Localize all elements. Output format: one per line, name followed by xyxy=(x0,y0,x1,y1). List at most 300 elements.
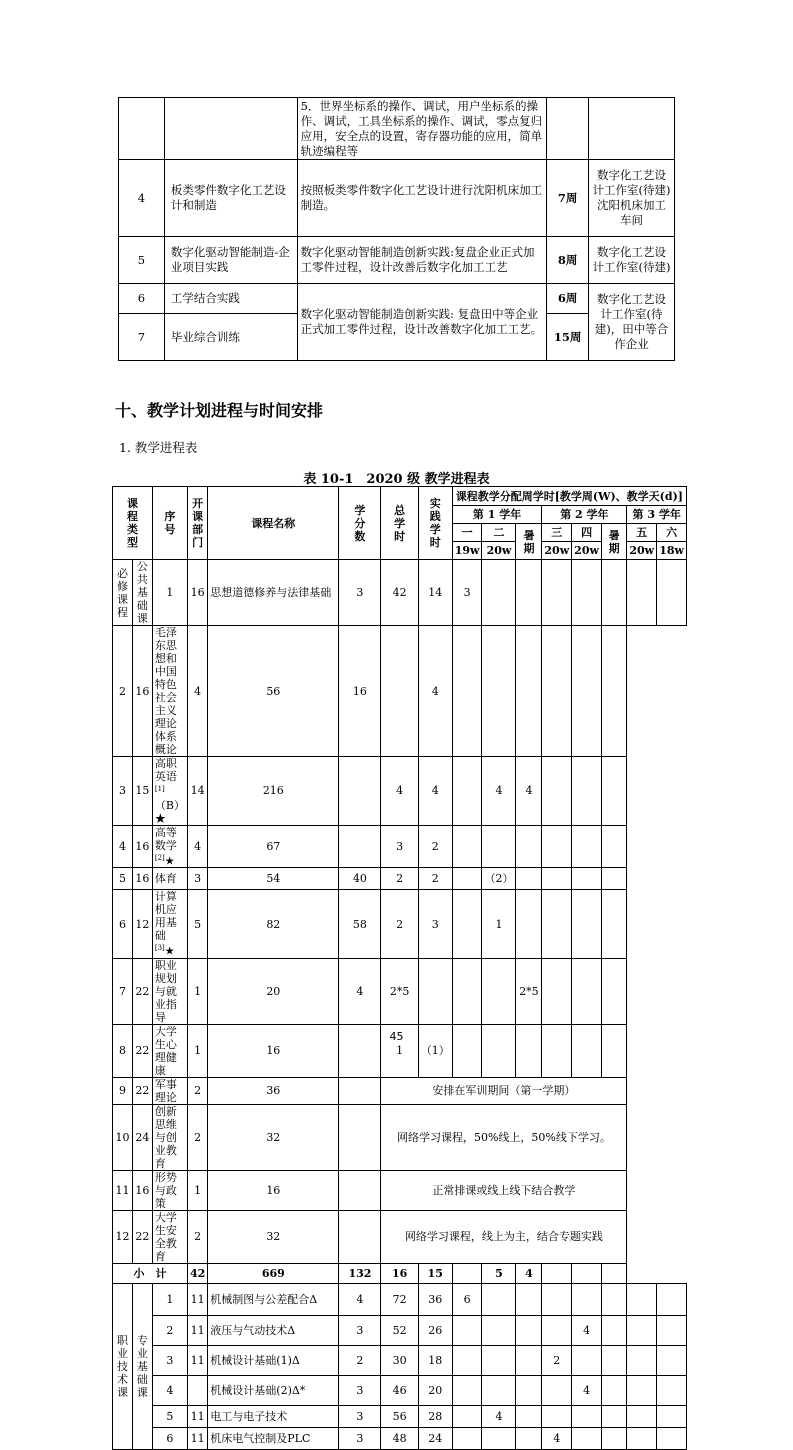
course-name: 液压与气动技术Δ xyxy=(208,1315,339,1345)
course-name: 电工与电子技术 xyxy=(208,1405,339,1427)
sem-3 xyxy=(542,560,572,626)
table-row xyxy=(113,1375,687,1405)
course-name: 机床电气控制及PLC xyxy=(208,1427,339,1449)
summer-2 xyxy=(601,1283,626,1315)
project-place: 数字化工艺设计工作室(待建)沈阳机床加工车间 xyxy=(589,160,675,237)
project-name: 毕业综合训练 xyxy=(164,314,297,361)
practice-hours: 14 xyxy=(418,560,452,626)
sem-3: 1 xyxy=(482,890,516,959)
credits: 4 xyxy=(187,626,207,757)
table-row xyxy=(119,284,675,314)
dept: 16 xyxy=(132,825,152,868)
sem-1: 2 xyxy=(381,890,418,959)
table-row xyxy=(113,1210,687,1263)
sem-2 xyxy=(482,1315,516,1345)
summer-2 xyxy=(542,868,572,890)
seq: 3 xyxy=(113,757,133,826)
summer-2 xyxy=(601,1375,626,1405)
seq: 12 xyxy=(113,1210,133,1263)
seq: 11 xyxy=(113,1170,133,1210)
summer-1 xyxy=(516,1427,542,1449)
footnote-ref: [3] xyxy=(154,944,165,953)
sem-6 xyxy=(601,825,626,868)
seq: 5 xyxy=(152,1405,187,1427)
table-row xyxy=(113,825,687,868)
summer-1 xyxy=(452,757,482,826)
sem-4 xyxy=(516,626,542,757)
header-seq xyxy=(152,487,187,560)
seq: 2 xyxy=(113,626,133,757)
sem-5 xyxy=(572,868,602,890)
subtotal-sem-6 xyxy=(601,1263,626,1283)
practice-hours xyxy=(339,1210,381,1263)
sem-3: 4 xyxy=(542,1427,572,1449)
group-professional-label: 专业基础课 xyxy=(136,1333,148,1399)
group-required xyxy=(113,560,133,626)
credits: 2 xyxy=(187,1104,207,1170)
header-dept xyxy=(187,487,207,560)
table-row xyxy=(119,160,675,237)
total-hours: 16 xyxy=(208,1170,339,1210)
table-row xyxy=(113,560,687,626)
header-seq-label: 序号 xyxy=(164,510,176,536)
table-row xyxy=(113,1077,687,1104)
seq: 6 xyxy=(152,1427,187,1449)
sem-6 xyxy=(657,1405,687,1427)
course-name-text: 高等数学 xyxy=(154,825,177,852)
practice-hours xyxy=(339,825,381,868)
credits: 3 xyxy=(187,868,207,890)
course-name-text: 高职英语 xyxy=(154,757,177,783)
credits: 3 xyxy=(339,1375,381,1405)
sem-2 xyxy=(482,1283,516,1315)
sem-2 xyxy=(482,1375,516,1405)
seq: 3 xyxy=(152,1345,187,1375)
summer-1 xyxy=(516,1315,542,1345)
practice-hours: 28 xyxy=(418,1405,452,1427)
sem-6 xyxy=(601,757,626,826)
row-number: 4 xyxy=(119,160,165,237)
dept: 22 xyxy=(132,958,152,1024)
row-number: 7 xyxy=(119,314,165,361)
sem-1 xyxy=(452,1427,482,1449)
sem-5 xyxy=(627,1315,657,1345)
table-row xyxy=(119,237,675,284)
total-hours: 32 xyxy=(208,1104,339,1170)
course-name: 大学生安全教育 xyxy=(152,1210,187,1263)
sem-2 xyxy=(482,1345,516,1375)
sem-4 xyxy=(516,868,542,890)
total-hours: 48 xyxy=(381,1427,418,1449)
credits: 2 xyxy=(187,1210,207,1263)
practice-hours: 58 xyxy=(339,890,381,959)
credits: 3 xyxy=(339,560,381,626)
subtotal-sem-5 xyxy=(572,1263,602,1283)
sem-2 xyxy=(482,1427,516,1449)
total-hours: 56 xyxy=(381,1405,418,1427)
sem-5 xyxy=(627,1283,657,1315)
header-weeks-2: 20w xyxy=(482,542,516,560)
header-total-hours xyxy=(381,487,418,560)
section-title: 十、教学计划进程与时间安排 xyxy=(115,401,324,420)
row-number xyxy=(119,98,165,160)
header-distribution: 课程教学分配周学时[教学周(W)、教学天(d)] xyxy=(452,487,686,506)
table-row xyxy=(113,1315,687,1345)
credits: 2 xyxy=(339,1345,381,1375)
sem-4 xyxy=(572,560,602,626)
practice-hours: 36 xyxy=(418,1283,452,1315)
header-sem-4: 四 xyxy=(572,524,602,542)
course-name: 毛泽东思想和中国特色社会主义理论体系概论 xyxy=(152,626,187,757)
header-total-hours-label: 总学时 xyxy=(394,503,406,543)
sem-4: 4 xyxy=(572,1375,602,1405)
dept: 11 xyxy=(187,1315,207,1345)
course-name-suffix: ★ xyxy=(164,944,175,958)
summer-1 xyxy=(452,890,482,959)
sem-4: 2*5 xyxy=(516,958,542,1024)
sem-4 xyxy=(572,1405,602,1427)
summer-1 xyxy=(452,868,482,890)
sem-5 xyxy=(572,757,602,826)
sem-6 xyxy=(601,626,626,757)
sem-1 xyxy=(452,1375,482,1405)
sem-3 xyxy=(542,1405,572,1427)
total-hours: 46 xyxy=(381,1375,418,1405)
schedule-note: 网络学习课程，线上为主，结合专题实践 xyxy=(381,1210,627,1263)
practice-hours: 26 xyxy=(418,1315,452,1345)
seq: 10 xyxy=(113,1104,133,1170)
table-row xyxy=(113,626,687,757)
sem-2: 2 xyxy=(418,868,452,890)
header-sem-6: 六 xyxy=(657,524,687,542)
sem-3 xyxy=(542,1315,572,1345)
subtotal-row xyxy=(113,1263,687,1283)
subtotal-s4: 4 xyxy=(516,1263,542,1283)
training-projects-table xyxy=(118,97,675,361)
summer-1 xyxy=(516,1405,542,1427)
table-caption: 表 10-1 2020 级 教学进程表 xyxy=(303,472,490,487)
sem-6 xyxy=(657,560,687,626)
project-name: 板类零件数字化工艺设计和制造 xyxy=(164,160,297,237)
sem-6 xyxy=(601,958,626,1024)
subtotal-s2: 15 xyxy=(418,1263,452,1283)
subtotal-summer-1 xyxy=(452,1263,482,1283)
sem-3 xyxy=(542,1375,572,1405)
table-row xyxy=(113,1283,687,1315)
sem-1: 6 xyxy=(452,1283,482,1315)
subtotal-total: 669 xyxy=(208,1263,339,1283)
course-name-suffix: （B）★ xyxy=(154,798,185,825)
dept: 24 xyxy=(132,1104,152,1170)
table-row xyxy=(119,98,675,160)
sem-6 xyxy=(657,1345,687,1375)
subtotal-summer-2 xyxy=(542,1263,572,1283)
header-sem-3: 三 xyxy=(542,524,572,542)
header-weeks-4: 20w xyxy=(572,542,602,560)
subtotal-label: 小 计 xyxy=(113,1263,188,1283)
sem-4 xyxy=(572,1427,602,1449)
header-year-1: 第 1 学年 xyxy=(452,506,542,524)
group-vocational-label: 职业技术课 xyxy=(116,1333,128,1399)
sem-1: 3 xyxy=(452,560,482,626)
total-hours: 67 xyxy=(208,825,339,868)
table-row xyxy=(113,1405,687,1427)
summer-1 xyxy=(452,958,482,1024)
total-hours: 216 xyxy=(208,757,339,826)
table-row xyxy=(113,1170,687,1210)
sem-5 xyxy=(572,626,602,757)
sem-2: 4 xyxy=(418,626,452,757)
project-name: 数字化驱动智能制造-企业项目实践 xyxy=(164,237,297,284)
subtotal-credits: 42 xyxy=(187,1263,207,1283)
sem-5 xyxy=(572,825,602,868)
credits: 4 xyxy=(187,825,207,868)
sem-3 xyxy=(482,958,516,1024)
credits: 2 xyxy=(187,1077,207,1104)
summer-1 xyxy=(452,825,482,868)
sem-2: 3 xyxy=(418,890,452,959)
group-vocational xyxy=(113,1283,133,1449)
header-sem-5: 五 xyxy=(627,524,657,542)
schedule-note: 正常排课或线上线下结合教学 xyxy=(381,1170,627,1210)
course-name: 创新思维与创业教育 xyxy=(152,1104,187,1170)
sem-5 xyxy=(572,958,602,1024)
total-hours: 82 xyxy=(208,890,339,959)
practice-hours: 40 xyxy=(339,868,381,890)
credits: 3 xyxy=(339,1427,381,1449)
header-year-3: 第 3 学年 xyxy=(627,506,687,524)
sem-6 xyxy=(657,1315,687,1345)
sem-3 xyxy=(542,1283,572,1315)
practice-hours xyxy=(339,757,381,826)
practice-hours xyxy=(339,1170,381,1210)
course-name: 军事理论 xyxy=(152,1077,187,1104)
summer-2 xyxy=(542,757,572,826)
course-name: 体育 xyxy=(152,868,187,890)
schedule-note: 网络学习课程，50%线上，50%线下学习。 xyxy=(381,1104,627,1170)
table-row xyxy=(113,868,687,890)
credits: 1 xyxy=(187,1024,207,1077)
credits: 1 xyxy=(187,1170,207,1210)
credits: 5 xyxy=(187,890,207,959)
project-weeks: 8周 xyxy=(547,237,589,284)
total-hours: 32 xyxy=(208,1210,339,1263)
course-name: 机械设计基础(2)Δ* xyxy=(208,1375,339,1405)
total-hours: 52 xyxy=(381,1315,418,1345)
sem-1 xyxy=(452,1315,482,1345)
dept: 15 xyxy=(132,757,152,826)
sem-1: 2*5 xyxy=(381,958,418,1024)
project-weeks: 15周 xyxy=(547,314,589,361)
subtotal-practice: 132 xyxy=(339,1263,381,1283)
header-practice-hours-label: 实践学时 xyxy=(429,497,441,549)
sem-1 xyxy=(452,1405,482,1427)
header-weeks-1: 19w xyxy=(452,542,482,560)
practice-hours: 20 xyxy=(418,1375,452,1405)
table-row xyxy=(113,757,687,826)
seq: 2 xyxy=(152,1315,187,1345)
footnote-ref: [1] xyxy=(154,785,165,793)
sem-4 xyxy=(572,1283,602,1315)
header-category-label: 课程类型 xyxy=(126,497,138,549)
summer-1 xyxy=(516,1375,542,1405)
practice-hours xyxy=(339,1077,381,1104)
sem-4 xyxy=(516,890,542,959)
project-weeks xyxy=(547,98,589,160)
header-row xyxy=(113,487,687,506)
dept: 22 xyxy=(132,1024,152,1077)
sem-4 xyxy=(572,1345,602,1375)
course-name: 形势与政策 xyxy=(152,1170,187,1210)
sem-2: 4 xyxy=(418,757,452,826)
credits: 14 xyxy=(187,757,207,826)
sem-6 xyxy=(601,890,626,959)
dept: 16 xyxy=(132,1170,152,1210)
credits: 3 xyxy=(339,1315,381,1345)
teaching-schedule-table xyxy=(112,486,687,1450)
group-required-label: 必修课程 xyxy=(116,566,128,619)
sem-5 xyxy=(627,1427,657,1449)
practice-hours: 24 xyxy=(418,1427,452,1449)
subtotal-s3: 5 xyxy=(482,1263,516,1283)
subsection-title: 1. 教学进程表 xyxy=(119,440,198,455)
sem-6 xyxy=(657,1427,687,1449)
table-row xyxy=(113,1427,687,1449)
sem-4: 4 xyxy=(572,1315,602,1345)
dept: 11 xyxy=(187,1345,207,1375)
header-category xyxy=(113,487,153,560)
seq: 1 xyxy=(152,1283,187,1315)
header-summer-1: 暑期 xyxy=(516,524,542,560)
dept: 22 xyxy=(132,1210,152,1263)
sem-3 xyxy=(482,825,516,868)
header-course-name: 课程名称 xyxy=(208,487,339,560)
sem-1: 1 xyxy=(381,1024,418,1077)
practice-hours xyxy=(339,1104,381,1170)
sem-3 xyxy=(482,626,516,757)
summer-2 xyxy=(542,958,572,1024)
summer-1 xyxy=(516,1345,542,1375)
sem-3: 2 xyxy=(542,1345,572,1375)
dept xyxy=(187,1375,207,1405)
sem-2: 2 xyxy=(418,825,452,868)
course-name: 思想道德修养与法律基础 xyxy=(208,560,339,626)
total-hours: 56 xyxy=(208,626,339,757)
sem-4: 4 xyxy=(516,757,542,826)
course-name: 机械设计基础(1)Δ xyxy=(208,1345,339,1375)
course-name: 机械制图与公差配合Δ xyxy=(208,1283,339,1315)
header-sem-2: 二 xyxy=(482,524,516,542)
dept: 22 xyxy=(132,1077,152,1104)
seq: 1 xyxy=(152,560,187,626)
sem-1: 2 xyxy=(381,868,418,890)
group-public xyxy=(132,560,152,626)
header-summer-2: 暑期 xyxy=(601,524,626,560)
sem-4 xyxy=(516,825,542,868)
project-name: 工学结合实践 xyxy=(164,284,297,314)
total-hours: 54 xyxy=(208,868,339,890)
seq: 8 xyxy=(113,1024,133,1077)
table-row xyxy=(113,958,687,1024)
course-name xyxy=(152,890,187,959)
seq: 9 xyxy=(113,1077,133,1104)
row-number: 6 xyxy=(119,284,165,314)
total-hours: 36 xyxy=(208,1077,339,1104)
project-content: 5．世界坐标系的操作、调试，用户坐标系的操作、调试，工具坐标系的操作、调试，零点复归应用，安全点的设置，寄存器功能的应用，简单轨迹编程等 xyxy=(297,98,546,160)
table-row xyxy=(113,1104,687,1170)
project-content: 数字化驱动智能制造创新实践:复盘企业正式加工零件过程，设计改善后数字化加工工艺 xyxy=(297,237,546,284)
summer-2 xyxy=(601,1315,626,1345)
summer-2 xyxy=(601,1427,626,1449)
project-name xyxy=(164,98,297,160)
course-name xyxy=(152,825,187,868)
dept: 11 xyxy=(187,1283,207,1315)
summer-1 xyxy=(516,1283,542,1315)
summer-2 xyxy=(601,1405,626,1427)
dept: 11 xyxy=(187,1405,207,1427)
group-public-label: 公共基础课 xyxy=(136,560,148,625)
project-place: 数字化工艺设计工作室(待建)，田中等合作企业 xyxy=(589,284,675,361)
group-professional xyxy=(132,1283,152,1449)
project-content: 数字化驱动智能制造创新实践: 复盘田中等企业正式加工零件过程，设计改善数字化加工工艺。 xyxy=(297,284,546,361)
total-hours: 20 xyxy=(208,958,339,1024)
dept: 16 xyxy=(132,626,152,757)
header-weeks-3: 20w xyxy=(542,542,572,560)
seq: 4 xyxy=(113,825,133,868)
sem-5 xyxy=(627,1345,657,1375)
header-credits xyxy=(339,487,381,560)
row-number: 5 xyxy=(119,237,165,284)
sem-2: （1） xyxy=(418,1024,452,1077)
practice-hours: 4 xyxy=(339,958,381,1024)
summer-2 xyxy=(542,626,572,757)
total-hours: 30 xyxy=(381,1345,418,1375)
sem-5 xyxy=(572,890,602,959)
dept: 12 xyxy=(132,890,152,959)
header-practice-hours xyxy=(418,487,452,560)
header-weeks-6: 18w xyxy=(657,542,687,560)
header-dept-label: 开课部门 xyxy=(192,497,204,549)
seq: 4 xyxy=(152,1375,187,1405)
table-row xyxy=(113,1345,687,1375)
sem-3: （2） xyxy=(482,868,516,890)
header-year-2: 第 2 学年 xyxy=(542,506,627,524)
seq: 5 xyxy=(113,868,133,890)
sem-6 xyxy=(601,868,626,890)
practice-hours: 16 xyxy=(339,626,381,757)
dept: 16 xyxy=(132,868,152,890)
seq: 7 xyxy=(113,958,133,1024)
project-content: 按照板类零件数字化工艺设计进行沈阳机床加工制造。 xyxy=(297,160,546,237)
header-sem-1: 一 xyxy=(452,524,482,542)
summer-1 xyxy=(516,560,542,626)
sem-1: 4 xyxy=(381,757,418,826)
header-credits-label: 学分数 xyxy=(354,503,366,543)
summer-2 xyxy=(542,825,572,868)
course-name: 职业规划与就业指导 xyxy=(152,958,187,1024)
project-weeks: 7周 xyxy=(547,160,589,237)
project-place: 数字化工艺设计工作室(待建) xyxy=(589,237,675,284)
schedule-note: 安排在军训期间（第一学期） xyxy=(381,1077,627,1104)
sem-2 xyxy=(482,560,516,626)
dept: 11 xyxy=(187,1427,207,1449)
total-hours: 42 xyxy=(381,560,418,626)
dept: 16 xyxy=(187,560,207,626)
summer-2 xyxy=(601,560,626,626)
sem-6 xyxy=(657,1375,687,1405)
subtotal-s1: 16 xyxy=(381,1263,418,1283)
table-row xyxy=(113,890,687,959)
